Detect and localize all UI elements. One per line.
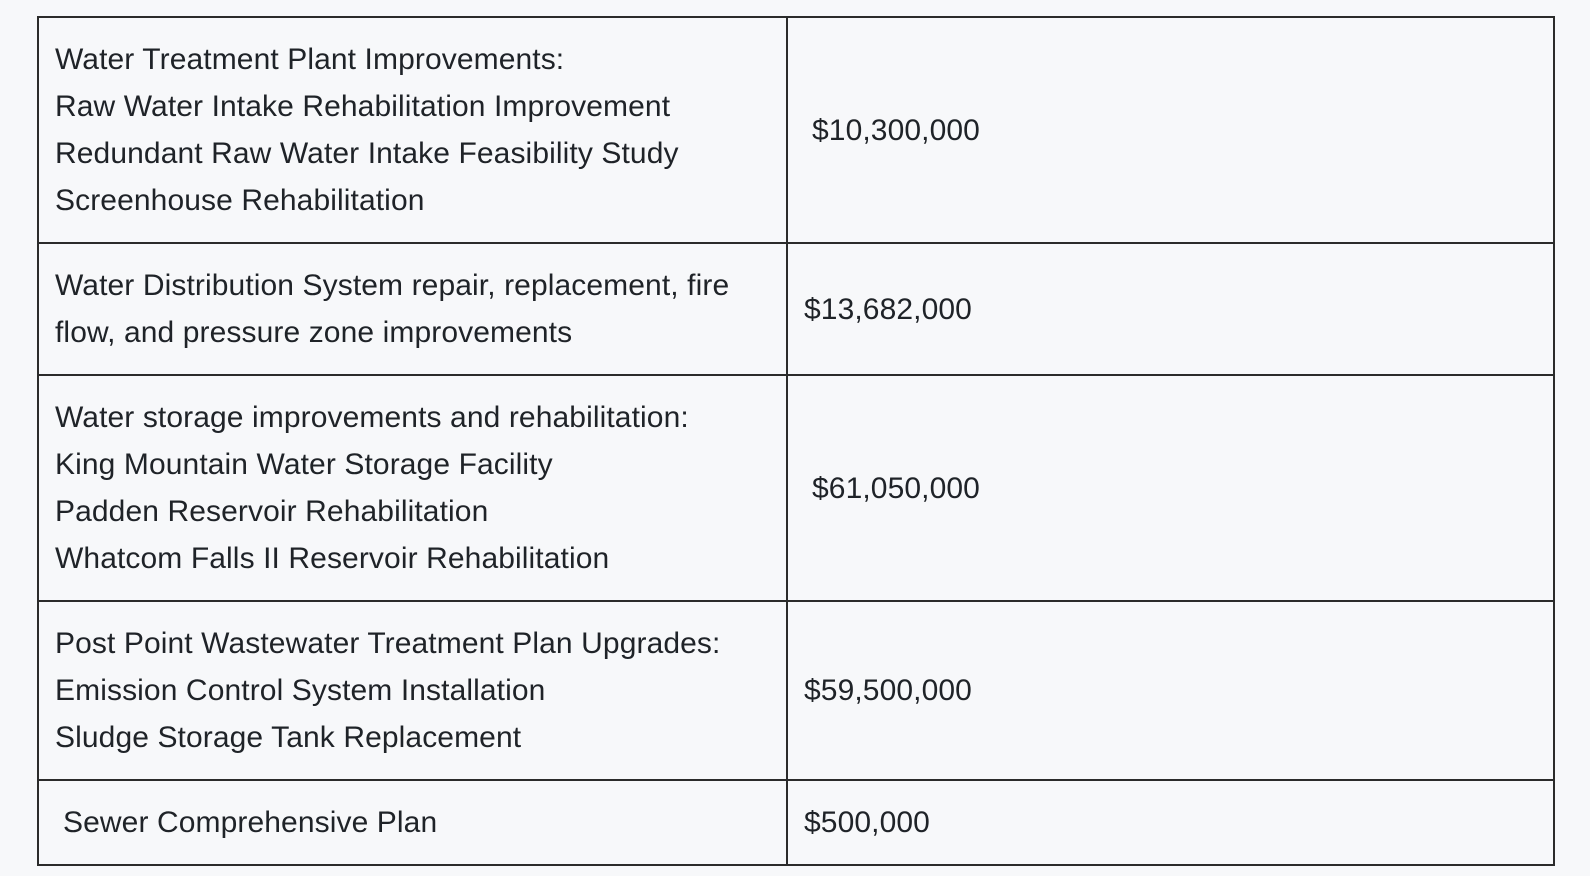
project-description-line: Padden Reservoir Rehabilitation — [55, 495, 489, 528]
project-description-line: Water Distribution System repair, replacement, fire — [55, 269, 730, 302]
project-description-cell — [38, 780, 787, 865]
project-cost-cell — [787, 780, 1554, 865]
project-description-line: flow, and pressure zone improvements — [55, 316, 573, 349]
project-description-line: Redundant Raw Water Intake Feasibility Study — [55, 137, 679, 170]
project-cost-table-container — [37, 16, 1555, 866]
project-cost-table — [37, 16, 1555, 866]
project-description-line: Screenhouse Rehabilitation — [55, 184, 425, 217]
table-row — [38, 780, 1554, 865]
project-description-line: Post Point Wastewater Treatment Plan Upgrades: — [55, 627, 721, 660]
project-cost-cell — [787, 17, 1554, 243]
project-cost-cell — [787, 375, 1554, 601]
table-row — [38, 243, 1554, 375]
project-description-line: Raw Water Intake Rehabilitation Improvement — [55, 90, 671, 123]
project-cost-cell — [787, 601, 1554, 780]
project-cost-value: $13,682,000 — [804, 292, 972, 326]
project-description-cell — [38, 243, 787, 375]
project-description-line: Water Treatment Plant Improvements: — [55, 43, 565, 76]
project-description-cell — [38, 601, 787, 780]
project-description-line: Whatcom Falls II Reservoir Rehabilitation — [55, 542, 610, 575]
table-row — [38, 375, 1554, 601]
project-cost-value: $10,300,000 — [812, 113, 980, 147]
table-row — [38, 601, 1554, 780]
project-cost-cell — [787, 243, 1554, 375]
project-description-line: Sludge Storage Tank Replacement — [55, 721, 522, 754]
project-description-line: Emission Control System Installation — [55, 674, 546, 707]
project-description-line: King Mountain Water Storage Facility — [55, 448, 553, 481]
project-description-cell — [38, 17, 787, 243]
project-cost-value: $59,500,000 — [804, 674, 972, 707]
project-description-line: Sewer Comprehensive Plan — [63, 806, 438, 839]
project-description-line: Water storage improvements and rehabilitation: — [55, 401, 689, 434]
project-cost-value: $61,050,000 — [812, 471, 980, 505]
table-row — [38, 17, 1554, 243]
project-description-cell — [38, 375, 787, 601]
project-cost-value: $500,000 — [804, 806, 930, 839]
